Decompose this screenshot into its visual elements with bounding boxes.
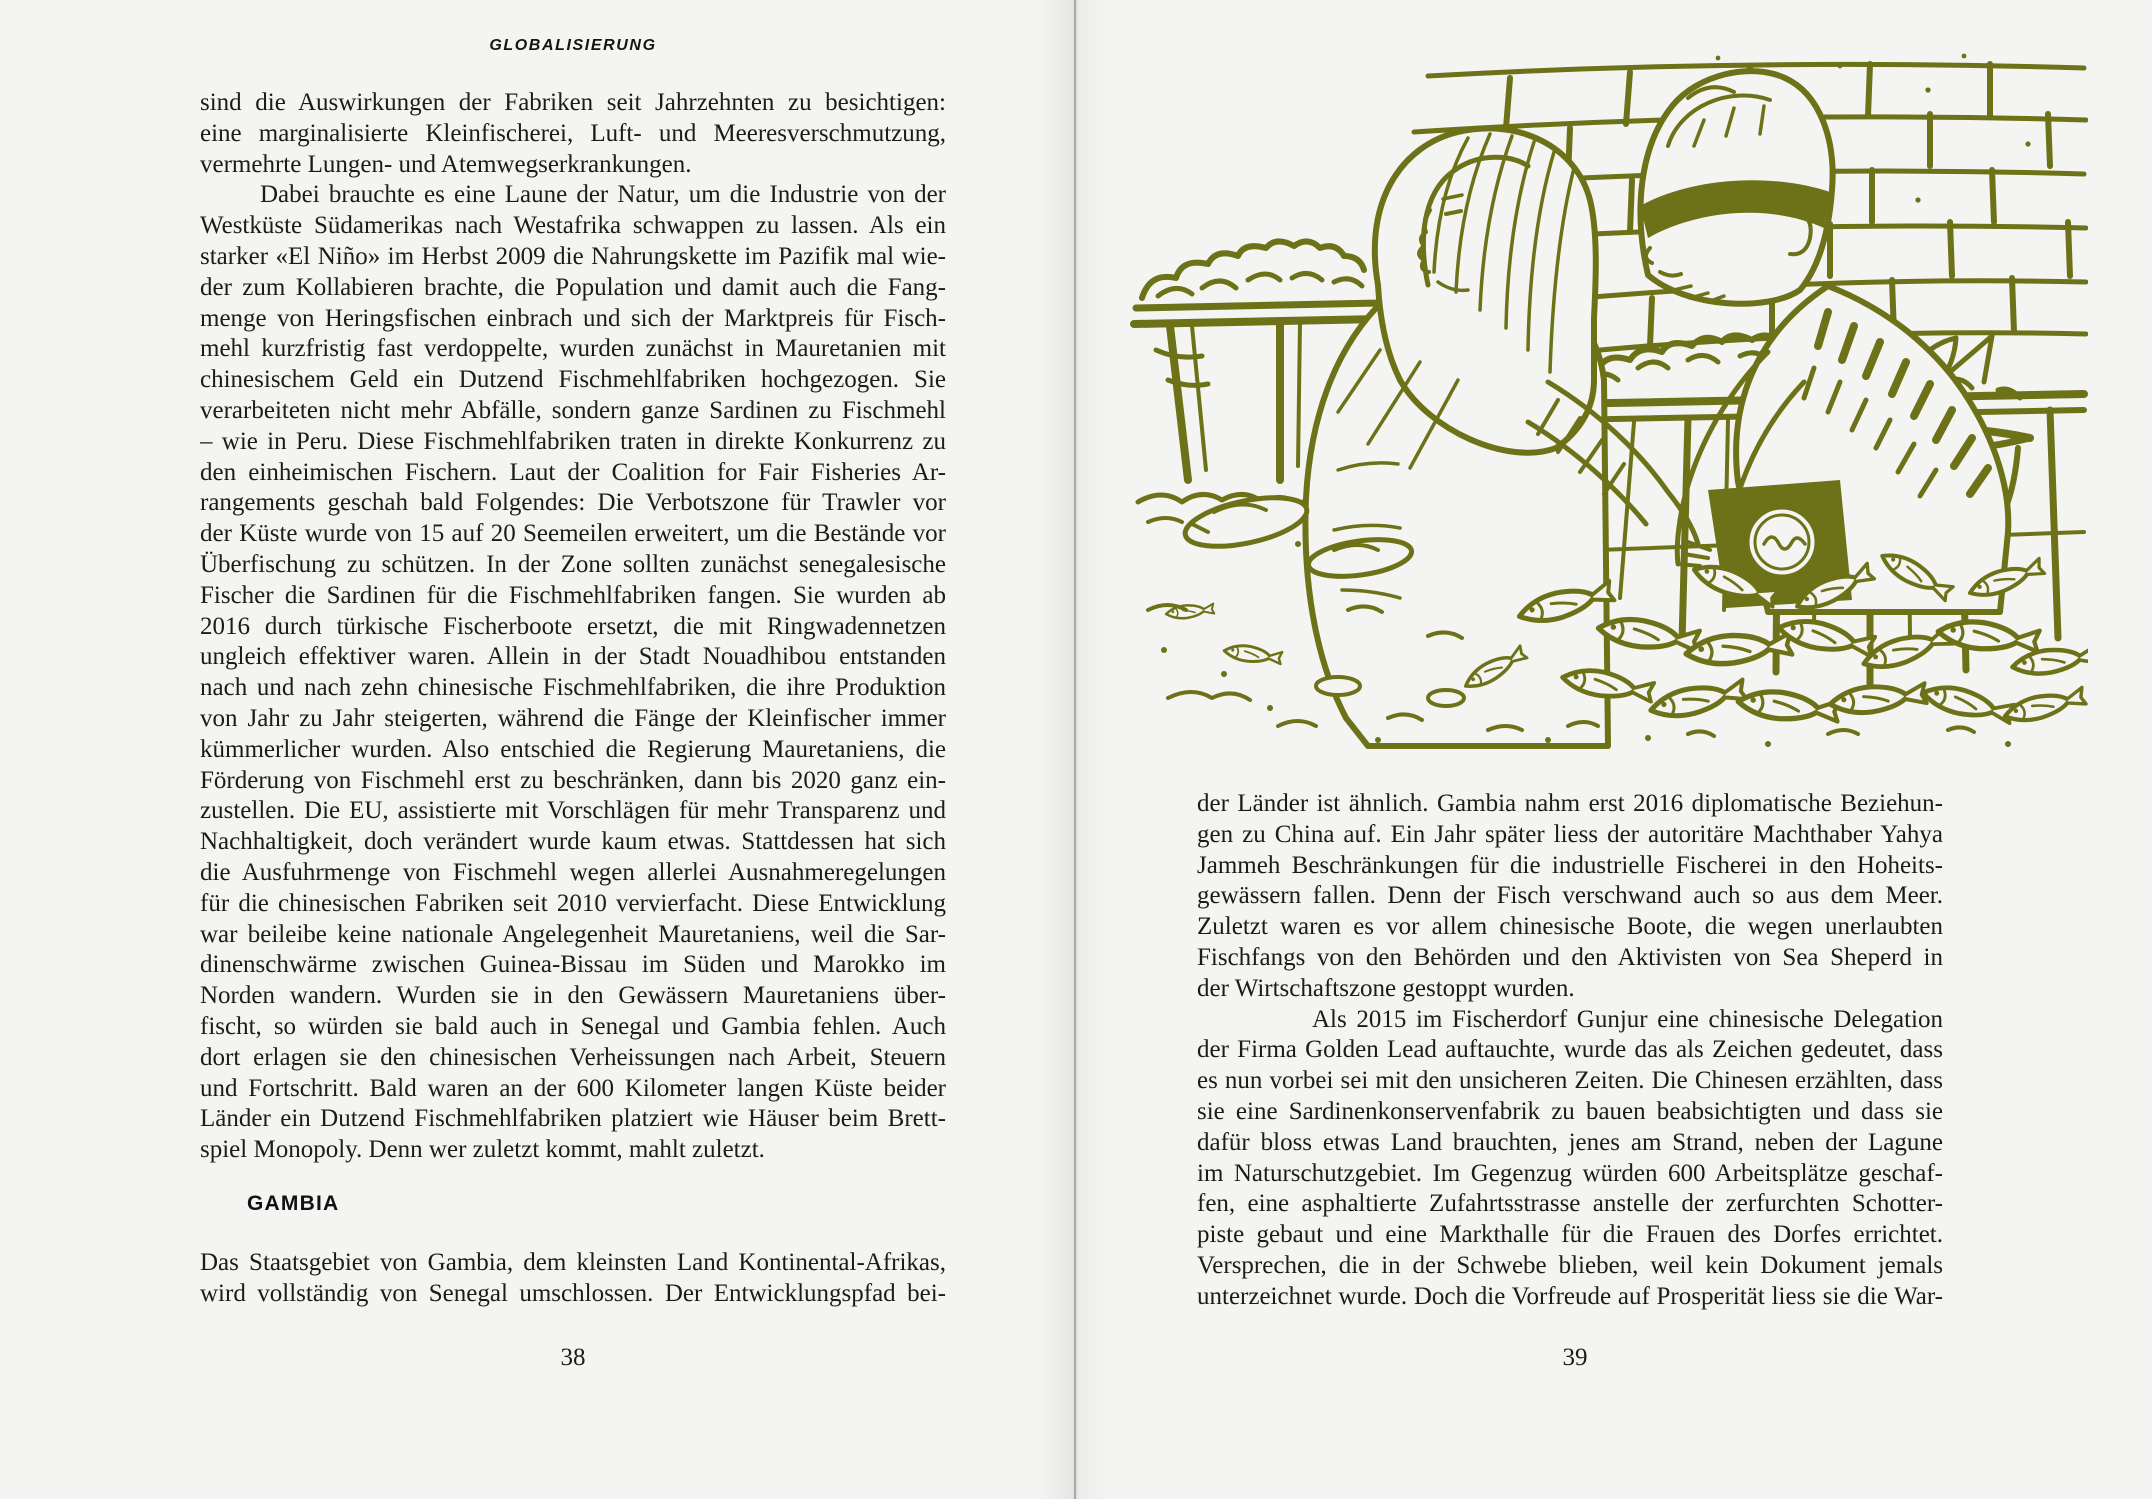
text-line: von Jahr zu Jahr steigerten, während die Fänge der Kleinfischer immer [200,704,946,732]
text-line: Das Staatsgebiet von Gambia, dem kleinsten Land Kontinental-Afrikas, [200,1249,946,1276]
text-line: spiel Monopoly. Denn wer zuletzt kommt, mahlt zuletzt. [200,1136,765,1164]
text-line: Jammeh Beschränkungen für die industrielle Fischerei in den Hoheits- [1197,851,1943,879]
page-gutter-line [1074,0,1076,1499]
left-after-heading [200,1248,946,1310]
right-body [1197,789,1943,1313]
text-line: die Ausfuhrmenge von Fischmehl wegen allerlei Ausnahmeregelungen [200,858,946,886]
text-line: sind die Auswirkungen der Fabriken seit Jahrzehnten zu besichtigen: [200,89,946,116]
text-line: – wie in Peru. Diese Fischmehlfabriken traten in direkte Konkurrenz zu [200,427,946,455]
text-line: 2016 durch türkische Fischerboote ersetzt, die mit Ringwadennetzen [200,612,946,640]
text-line: wird vollständig von Senegal umschlossen. Der Entwicklungspfad bei- [200,1279,946,1307]
text-line: eine marginalisierte Kleinfischerei, Luft- und Meeresverschmutzung, [200,119,946,147]
text-line: dort erlagen sie den chinesischen Verheissungen nach Arbeit, Steuern [200,1043,946,1071]
text-line: gewässern fallen. Denn der Fisch verschwand auch so aus dem Meer. [1197,882,1943,910]
text-line: Als 2015 im Fischerdorf Gunjur eine chinesische Delegation [1312,1005,1943,1033]
text-line: der Küste wurde von 15 auf 20 Seemeilen erweitert, um die Bestände vor [200,520,946,548]
text-line: Überfischung zu schützen. In der Zone sollten zunächst senegalesische [200,550,946,578]
text-line: starker «El Niño» im Herbst 2009 die Nahrungskette im Pazifik mal wie- [200,242,946,270]
text-line: es nun vorbei sei mit den unsicheren Zeiten. Die Chinesen erzählten, dass [1197,1067,1943,1095]
text-line: der Länder ist ähnlich. Gambia nahm erst 2016 diplomatische Beziehun- [1197,790,1943,817]
text-line: und Fortschritt. Bald waren an der 600 Kilometer langen Küste beider [200,1074,946,1102]
page-number-left: 38 [560,1344,586,1371]
text-line: ungleich effektiver waren. Allein in der Stadt Nouadhibou entstanden [200,643,946,671]
text-line: Fischfangs von den Behörden und den Aktivisten von Sea Sheperd in [1197,943,1943,971]
text-line: zustellen. Die EU, assistierte mit Vorschlägen für mehr Transparenz und [200,797,946,825]
text-line: rangements geschah bald Folgendes: Die Verbotszone für Trawler vor [200,489,946,517]
text-line: sie eine Sardinenkonservenfabrik zu bauen beabsichtigten und dass sie [1197,1097,1943,1125]
text-line: der Wirtschaftszone gestoppt wurden. [1197,974,1575,1002]
text-line: mehl kurzfristig fast verdoppelte, wurden zunächst in Mauretanien mit [200,335,946,363]
text-line: Länder ein Dutzend Fischmehlfabriken platziert wie Häuser beim Brett- [200,1105,946,1133]
text-line: dafür bloss etwas Land brauchten, jenes am Strand, neben der Lagune [1197,1128,1943,1156]
text-line: der zum Kollabieren brachte, die Population und damit auch die Fang- [200,273,946,301]
text-line: der Firma Golden Lead auftauchte, wurde das als Zeichen gedeutet, dass [1197,1036,1943,1064]
text-line: Versprechen, die in der Schwebe blieben, weil kein Dokument jemals [1197,1251,1943,1279]
running-header: GLOBALISIERUNG [489,37,657,54]
text-line: nach und nach zehn chinesische Fischmehlfabriken, die ihre Produktion [200,674,946,702]
page-number-right: 39 [1562,1344,1588,1371]
text-line: piste gebaut und eine Markthalle für die Frauen des Dorfes errichtet. [1197,1221,1943,1249]
text-line: Westküste Südamerikas nach Westafrika schwappen zu lassen. Als ein [200,212,946,240]
text-line: den einheimischen Fischern. Laut der Coalition for Fair Fisheries Ar- [200,458,946,486]
text-line: gen zu China auf. Ein Jahr später liess der autoritäre Machthaber Yahya [1197,820,1943,848]
fish-market-illustration [1128,50,2088,750]
text-line: unterzeichnet wurde. Doch die Vorfreude auf Prosperität liess sie die War- [1197,1282,1943,1310]
text-line: Nachhaltigkeit, doch verändert wurde kaum etwas. Stattdessen hat sich [200,828,946,856]
text-line: Zuletzt waren es vor allem chinesische Boote, die wegen unerlaubten [1197,913,1943,941]
text-line: menge von Heringsfischen einbrach und sich der Marktpreis für Fisch- [200,304,946,332]
text-line: Dabei brauchte es eine Laune der Natur, um die Industrie von der [260,181,946,209]
section-heading-gambia: GAMBIA [247,1192,340,1215]
text-line: vermehrte Lungen- und Atemwegserkrankungen. [200,150,692,178]
text-line: fischt, so würden sie bald auch in Senegal und Gambia fehlen. Auch [200,1012,946,1040]
text-line: dinenschwärme zwischen Guinea-Bissau im Süden und Marokko im [200,951,946,979]
text-line: im Naturschutzgebiet. Im Gegenzug würden 600 Arbeitsplätze geschaf- [1197,1159,1943,1187]
text-line: Fischer die Sardinen für die Fischmehlfabriken fangen. Sie wurden ab [200,581,946,609]
text-line: chinesischem Geld ein Dutzend Fischmehlfabriken hochgezogen. Sie [200,366,946,394]
text-line: Förderung von Fischmehl erst zu beschränken, dann bis 2020 ganz ein- [200,766,946,794]
text-line: für die chinesischen Fabriken seit 2010 vervierfacht. Diese Entwicklung [200,889,946,917]
text-line: fen, eine asphaltierte Zufahrtsstrasse anstelle der zerfurchten Schotter- [1197,1190,1943,1218]
text-line: verarbeiteten nicht mehr Abfälle, sondern ganze Sardinen zu Fischmehl [200,396,946,424]
text-line: kümmerlicher wurden. Also entschied die Regierung Mauretaniens, die [200,735,946,763]
text-line: Norden wandern. Wurden sie in den Gewässern Mauretaniens über- [200,982,946,1010]
text-line: war beileibe keine nationale Angelegenheit Mauretaniens, weil die Sar- [200,920,946,948]
left-body [200,88,946,1166]
